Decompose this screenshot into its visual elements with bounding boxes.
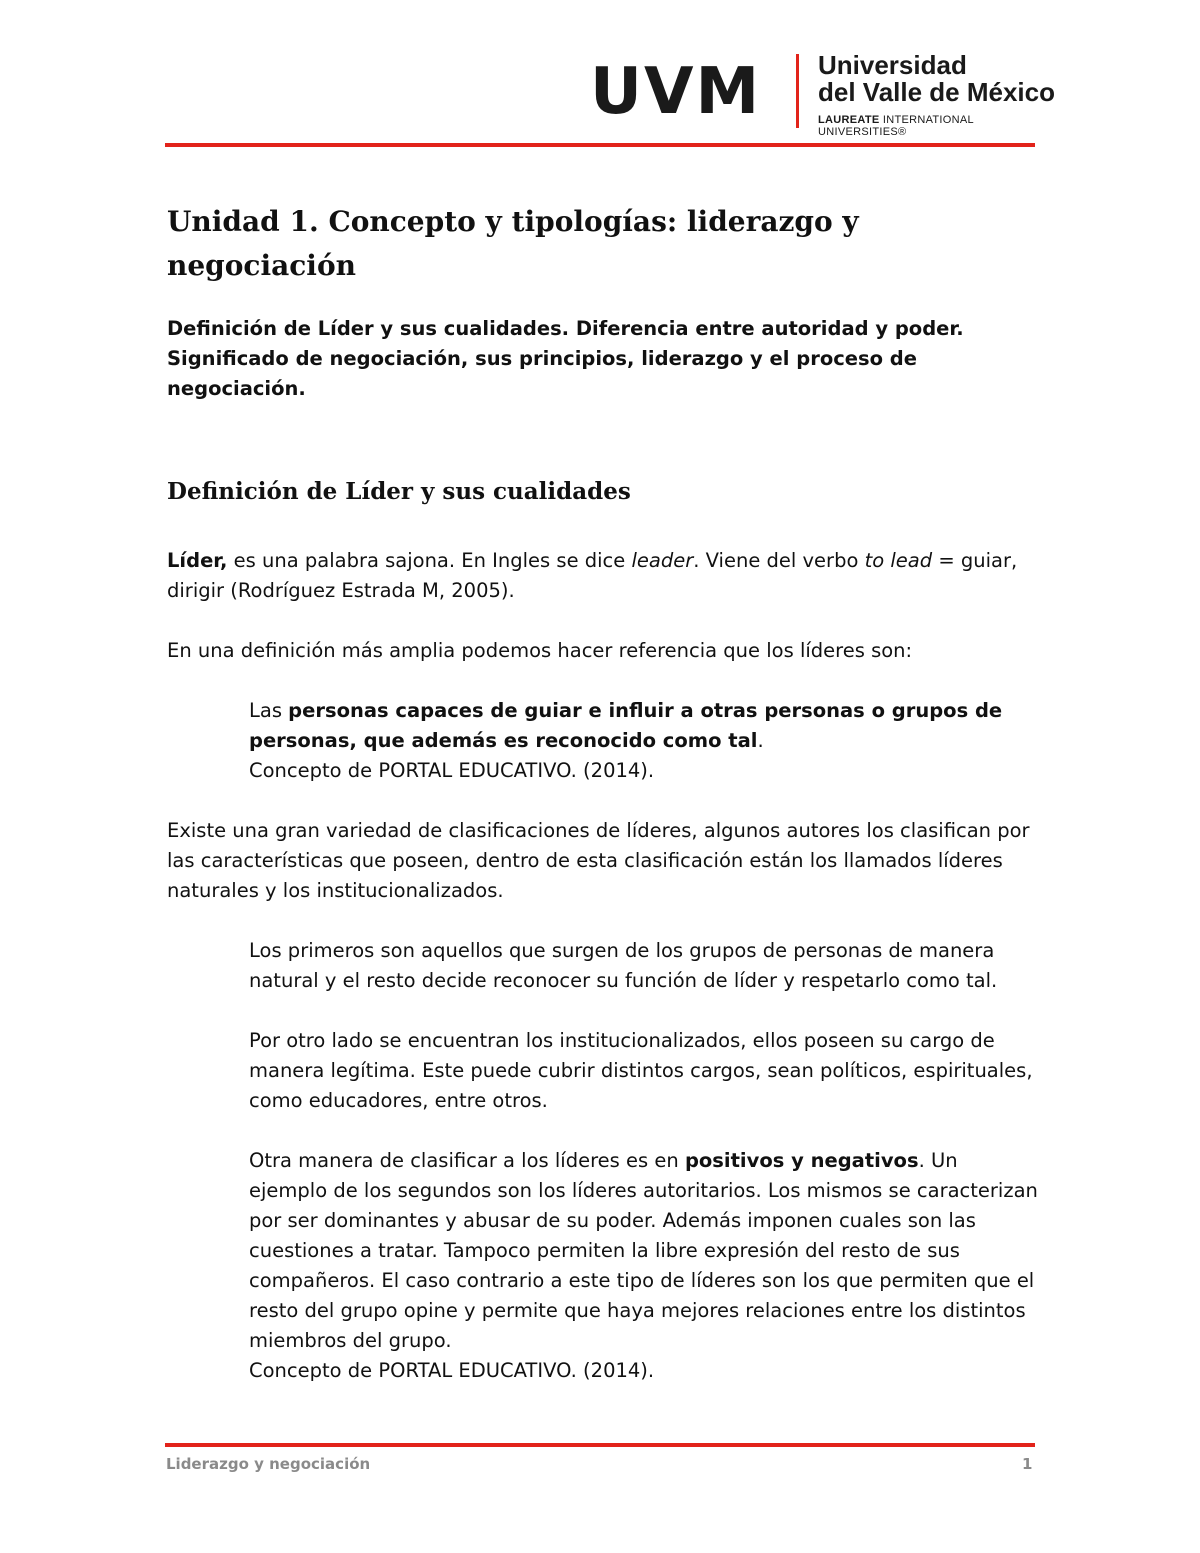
block-citation: Concepto de PORTAL EDUCATIVO. (2014).	[249, 1359, 655, 1382]
laureate-rest: INTERNATIONAL UNIVERSITIES®	[818, 114, 974, 138]
header-rule	[165, 143, 1035, 147]
text-run: es una palabra sajona. En Ingles se dice	[227, 549, 632, 572]
quote-citation: Concepto de PORTAL EDUCATIVO. (2014).	[249, 759, 655, 782]
section-heading: Definición de Líder y sus cualidades	[167, 478, 631, 505]
footer-rule	[165, 1443, 1035, 1447]
text-run: . Viene del verbo	[693, 549, 865, 572]
definition-quote	[249, 696, 1009, 786]
text-run: . Un ejemplo de los segundos son los líderes autoritarios. Los mismos se caracterizan por ser dominantes y abusar de su poder. Además imponen cuales son las cuestiones a tratar. Tampoco permiten la libre expresión del resto de sus compañeros. El caso contrario a este tipo de líderes son los que permiten que el resto del grupo opine y permite que haya mejores relaciones entre los distintos miembros del grupo.	[249, 1149, 1038, 1352]
block-natural-leaders: Los primeros son aquellos que surgen de los grupos de personas de manera natural y el resto decide reconocer su función de líder y respetarlo como tal.	[249, 939, 998, 992]
footer-title: Liderazgo y negociación	[166, 1455, 371, 1473]
bold-positive-negative: positivos y negativos	[684, 1149, 919, 1172]
logo-name-line2: del Valle de México	[818, 77, 1055, 107]
italic-leader: leader	[631, 549, 694, 572]
paragraph-lider-definition	[167, 546, 1047, 606]
page-title: Unidad 1. Concepto y tipologías: liderazgo y negociación	[167, 205, 859, 282]
laureate-bold: LAUREATE	[818, 114, 880, 126]
logo-university-name	[818, 52, 1055, 106]
uvm-logo	[590, 50, 1060, 138]
logo-laureate-tagline	[818, 114, 1060, 138]
document-body	[167, 200, 1047, 1386]
text-run: Otra manera de clasificar a los líderes es en	[249, 1149, 685, 1172]
paragraph-broad-definition: En una definición más amplia podemos hacer referencia que los líderes son:	[167, 639, 913, 662]
paragraph-classification: Existe una gran variedad de clasificaciones de líderes, algunos autores los clasifican por las características que poseen, dentro de esta clasificación están los llamados líderes naturales y los institucionalizados.	[167, 819, 1030, 902]
text-run: .	[757, 729, 764, 752]
text-run: Las	[249, 699, 289, 722]
block-positive-negative	[249, 1146, 1039, 1386]
block-institutional-leaders: Por otro lado se encuentran los institucionalizados, ellos poseen su cargo de manera legítima. Este puede cubrir distintos cargos, sean políticos, espirituales, como educadores, entre otros.	[249, 1029, 1033, 1112]
logo-mark: UVM	[590, 55, 762, 129]
quote-bold: personas capaces de guiar e influir a otras personas o grupos de personas, que además es reconocido como tal	[249, 699, 1003, 752]
logo-name-line1: Universidad	[818, 50, 967, 80]
unit-subtitle: Definición de Líder y sus cualidades. Diferencia entre autoridad y poder. Significado de negociación, sus principios, liderazgo y el proceso de negociación.	[167, 317, 964, 400]
logo-divider	[796, 54, 799, 128]
bold-lider: Líder,	[167, 549, 228, 572]
text-run: = guiar, dirigir (Rodríguez Estrada M, 2005).	[167, 549, 1018, 602]
italic-to-lead: to lead	[864, 549, 933, 572]
page-number: 1	[1022, 1455, 1033, 1473]
